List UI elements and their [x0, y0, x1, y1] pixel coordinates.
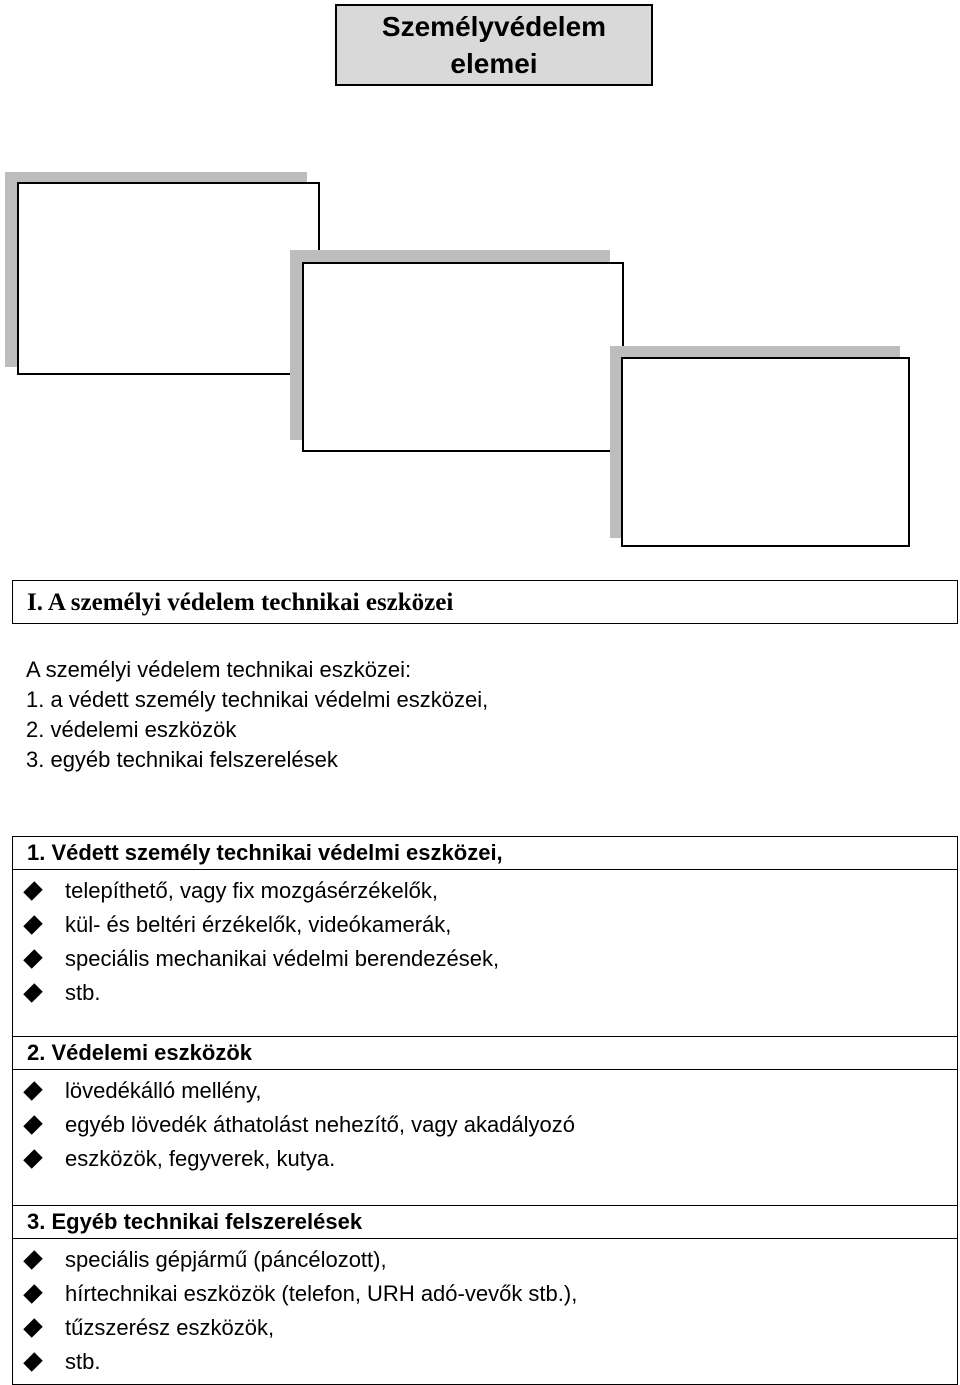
section-heading: I. A személyi védelem technikai eszközei [12, 580, 958, 624]
intro-lead: A személyi védelem technikai eszközei: [26, 657, 412, 682]
list-item: hírtechnikai eszközök (telefon, URH adó-vevők stb.), [13, 1277, 957, 1311]
list-item: tűzszerész eszközök, [13, 1311, 957, 1345]
intro-item: 3. egyéb technikai felszerelések [26, 747, 338, 772]
list-item: egyéb lövedék áthatolást nehezítő, vagy akadályozó [13, 1108, 957, 1142]
diamond-bullet-icon [23, 1149, 43, 1169]
sections-table [12, 836, 958, 1385]
page-title: Személyvédelem elemei [381, 11, 607, 79]
list-item: speciális gépjármű (páncélozott), [13, 1243, 957, 1277]
diamond-bullet-icon [23, 1250, 43, 1270]
diamond-bullet-icon [23, 915, 43, 935]
diamond-bullet-icon [23, 881, 43, 901]
diamond-bullet-icon [23, 1081, 43, 1101]
diamond-bullet-icon [23, 1284, 43, 1304]
section-2 [13, 1037, 957, 1206]
intro-item: 1. a védett személy technikai védelmi eszközei, [26, 687, 489, 712]
list-item: stb. [13, 1345, 957, 1379]
diamond-bullet-icon [23, 1352, 43, 1372]
section-3-heading: 3. Egyéb technikai felszerelések [13, 1206, 957, 1239]
list-item: stb. [13, 976, 957, 1010]
section-3 [13, 1206, 957, 1379]
list-item: speciális mechanikai védelmi berendezések, [13, 942, 957, 976]
list-item: eszközök, fegyverek, kutya. [13, 1142, 957, 1176]
intro-item: 2. védelemi eszközök [26, 717, 237, 742]
list-item: telepíthető, vagy fix mozgásérzékelők, [13, 874, 957, 908]
diamond-bullet-icon [23, 983, 43, 1003]
title-box [335, 4, 653, 86]
list-item: lövedékálló mellény, [13, 1074, 957, 1108]
list-item: kül- és beltéri érzékelők, videókamerák, [13, 908, 957, 942]
section-2-heading: 2. Védelemi eszközök [13, 1037, 957, 1070]
section-1 [13, 837, 957, 1037]
intro-list [26, 655, 488, 775]
diamond-bullet-icon [23, 1318, 43, 1338]
section-1-heading: 1. Védett személy technikai védelmi eszközei, [13, 837, 957, 870]
diamond-bullet-icon [23, 949, 43, 969]
diamond-bullet-icon [23, 1115, 43, 1135]
